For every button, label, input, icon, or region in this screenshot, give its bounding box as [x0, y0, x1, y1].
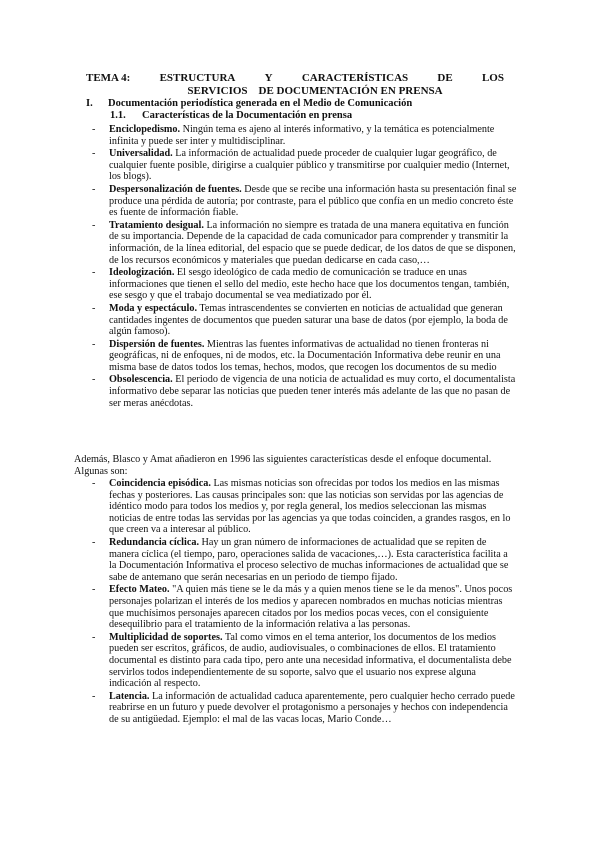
- list-item: [92, 184, 517, 219]
- page-title: [86, 72, 504, 98]
- bullet-dash: -: [92, 219, 96, 231]
- bullet-dash: -: [92, 302, 96, 314]
- bullet-dash: -: [92, 584, 96, 596]
- intro-paragraph: Además, Blasco y Amat añadieron en 1996 las siguientes características desde el enfoque documental. Algunas son:: [74, 454, 492, 477]
- item-text: Tal como vimos en el tema anterior, los documentos de los medios pueden ser escritos, gráficos, de audio, audiovisuales, o combinaciones de ellos. El tratamiento documental es distinto para cada tipo, pero ante una necesidad informativa, el documentalista debe servirlos todos independientemente de su soporte, salvo que el usuario nos exprese alguna indicación al respecto.: [109, 631, 512, 690]
- list-item: [92, 537, 517, 583]
- item-text: Ningún tema es ajeno al interés informativo, y la temática es potencialmente infinita y puede ser inter y multidisciplinar.: [109, 124, 495, 147]
- item-text: Hay un gran número de informaciones de actualidad que se repiten de manera cíclica (el tiempo, paro, operaciones salida de vacaciones,…). Esta característica facilita a la Documentación Informativa el proceso selectivo de muchas informaciones de actualidad que se sabe de antemano que serán necesarias en un periodo de tiempo fijado.: [109, 536, 509, 583]
- bullet-dash: -: [92, 478, 96, 489]
- item-term: Redundancia cíclica.: [109, 536, 199, 548]
- list-item: [92, 303, 517, 338]
- title-line-2: SERVICIOS DE DOCUMENTACIÓN EN PRENSA: [187, 85, 443, 97]
- list-item: [92, 374, 517, 409]
- bullet-dash: -: [92, 267, 96, 279]
- item-term: Coincidencia episódica.: [109, 478, 211, 489]
- bullet-dash: -: [92, 536, 96, 548]
- item-text: La información de actualidad puede proceder de cualquier lugar geográfico, de cualquier fuente posible, dirigirse a cualquier público y transmitirse por cualquier medio (Internet, los blogs).: [109, 148, 510, 183]
- additional-characteristics-list: [92, 478, 517, 726]
- item-text: Temas intrascendentes se convierten en noticias de actualidad que generan cantidades ingentes de documentos que pueden saturar una base de datos (por ejemplo, la boda de algún famoso).: [109, 302, 508, 338]
- item-term: Obsolescencia.: [109, 374, 173, 386]
- list-item: [92, 584, 517, 630]
- item-text: El periodo de vigencia de una noticia de actualidad es muy corto, el documentalista informativo debe separar las noticias que pueden tener interés más adelante de las que no pasan de ser meras anécdotas.: [109, 374, 516, 409]
- item-text: "A quien más tiene se le da más y a quien menos tiene se le da menos". Unos pocos personajes polarizan el interés de los medios y aparecen nombrados en muchas noticias mientras que muchísimos personajes aparecen citados por los medios pocas veces, con el consiguiente desequilibrio para el tratamiento de la información relativa a las personas.: [109, 584, 513, 631]
- list-item: [92, 124, 517, 147]
- list-item: [92, 267, 517, 302]
- item-text: Las mismas noticias son ofrecidas por todos los medios en las mismas fechas y posteriores. Las causas principales son: que las noticias son servidas por las agencias de idéntico modo para todos los medios y, por regla general, los medios seleccionan las mismas noticias de entre todas las servidas por las agencias ya que todas coinciden, a grandes rasgos, en lo que creen va a interesar al público.: [109, 478, 511, 536]
- item-term: Multiplicidad de soportes.: [109, 631, 223, 643]
- bullet-dash: -: [92, 631, 96, 643]
- subsection-heading: [110, 110, 510, 122]
- item-text: El sesgo ideológico de cada medio de comunicación se traduce en unas informaciones que tienen el sello del medio, este hecho hace que los documentos tengan, también, ese sesgo y que el trabajo documental se vea mediatizado por él.: [109, 267, 510, 302]
- title-word: Y: [264, 72, 273, 84]
- item-term: Moda y espectáculo.: [109, 302, 197, 314]
- item-term: Latencia.: [109, 690, 150, 702]
- list-item: [92, 148, 517, 183]
- list-item: [92, 220, 517, 266]
- item-term: Universalidad.: [109, 148, 173, 160]
- bullet-dash: -: [92, 374, 96, 386]
- title-word: LOS: [481, 72, 504, 84]
- bullet-dash: -: [92, 148, 96, 160]
- list-item: [92, 478, 517, 536]
- subsection-number: 1.1.: [110, 110, 126, 121]
- item-term: Efecto Mateo.: [109, 584, 170, 596]
- item-term: Tratamiento desigual.: [109, 219, 204, 231]
- title-word: DE: [437, 72, 453, 84]
- item-term: Ideologización.: [109, 267, 175, 279]
- item-text: La información de actualidad caduca aparentemente, pero cualquier hecho cerrado puede reabrirse en un futuro y puede devolver el protagonismo a personajes y hechos con independencia de su antigüedad. Ejemplo: el mal de las vacas locas, Mario Conde…: [109, 690, 515, 725]
- bullet-dash: -: [92, 183, 96, 195]
- item-text: La información no siempre es tratada de una manera equitativa en función de su importancia. Depende de la capacidad de cada comunicador para comprender y transmitir la información, de la línea editorial, del espacio que se puede dedicar, de los datos de que se disponen, de los recursos económicos y materiales que puedan dedicarse en cada caso,…: [109, 219, 516, 266]
- characteristics-list: [92, 124, 517, 410]
- section-number: I.: [86, 98, 93, 109]
- list-item: [92, 691, 517, 726]
- list-item: [92, 632, 517, 690]
- section-text: Documentación periodística generada en el Medio de Comunicación: [108, 98, 413, 109]
- title-word: ESTRUCTURA: [159, 72, 236, 84]
- item-term: Despersonalización de fuentes.: [109, 183, 242, 195]
- item-term: Enciclopedismo.: [109, 124, 181, 135]
- subsection-text: Características de la Documentación en prensa: [142, 110, 353, 121]
- list-item: [92, 339, 517, 374]
- section-heading: [86, 98, 516, 110]
- item-text: Desde que se recibe una información hasta su presentación final se produce una pérdida de autoría; por contraste, para el público que confía en un medio concreto éste es fuente de información fiable.: [109, 183, 517, 219]
- bullet-dash: -: [92, 690, 96, 702]
- title-word: CARACTERÍSTICAS: [301, 72, 409, 84]
- title-word: TEMA 4:: [86, 72, 131, 84]
- title-line-1: [86, 72, 504, 85]
- item-term: Dispersión de fuentes.: [109, 338, 205, 350]
- item-text: Mientras las fuentes informativas de actualidad no tienen fronteras ni geográficas, ni de enfoques, ni de modos, etc. la Documentación Informativa debe reunir en una misma base de datos todos los temas, hechos, modos, que recogen los documentos de su medio: [109, 338, 501, 373]
- bullet-dash: -: [92, 124, 96, 135]
- bullet-dash: -: [92, 338, 96, 350]
